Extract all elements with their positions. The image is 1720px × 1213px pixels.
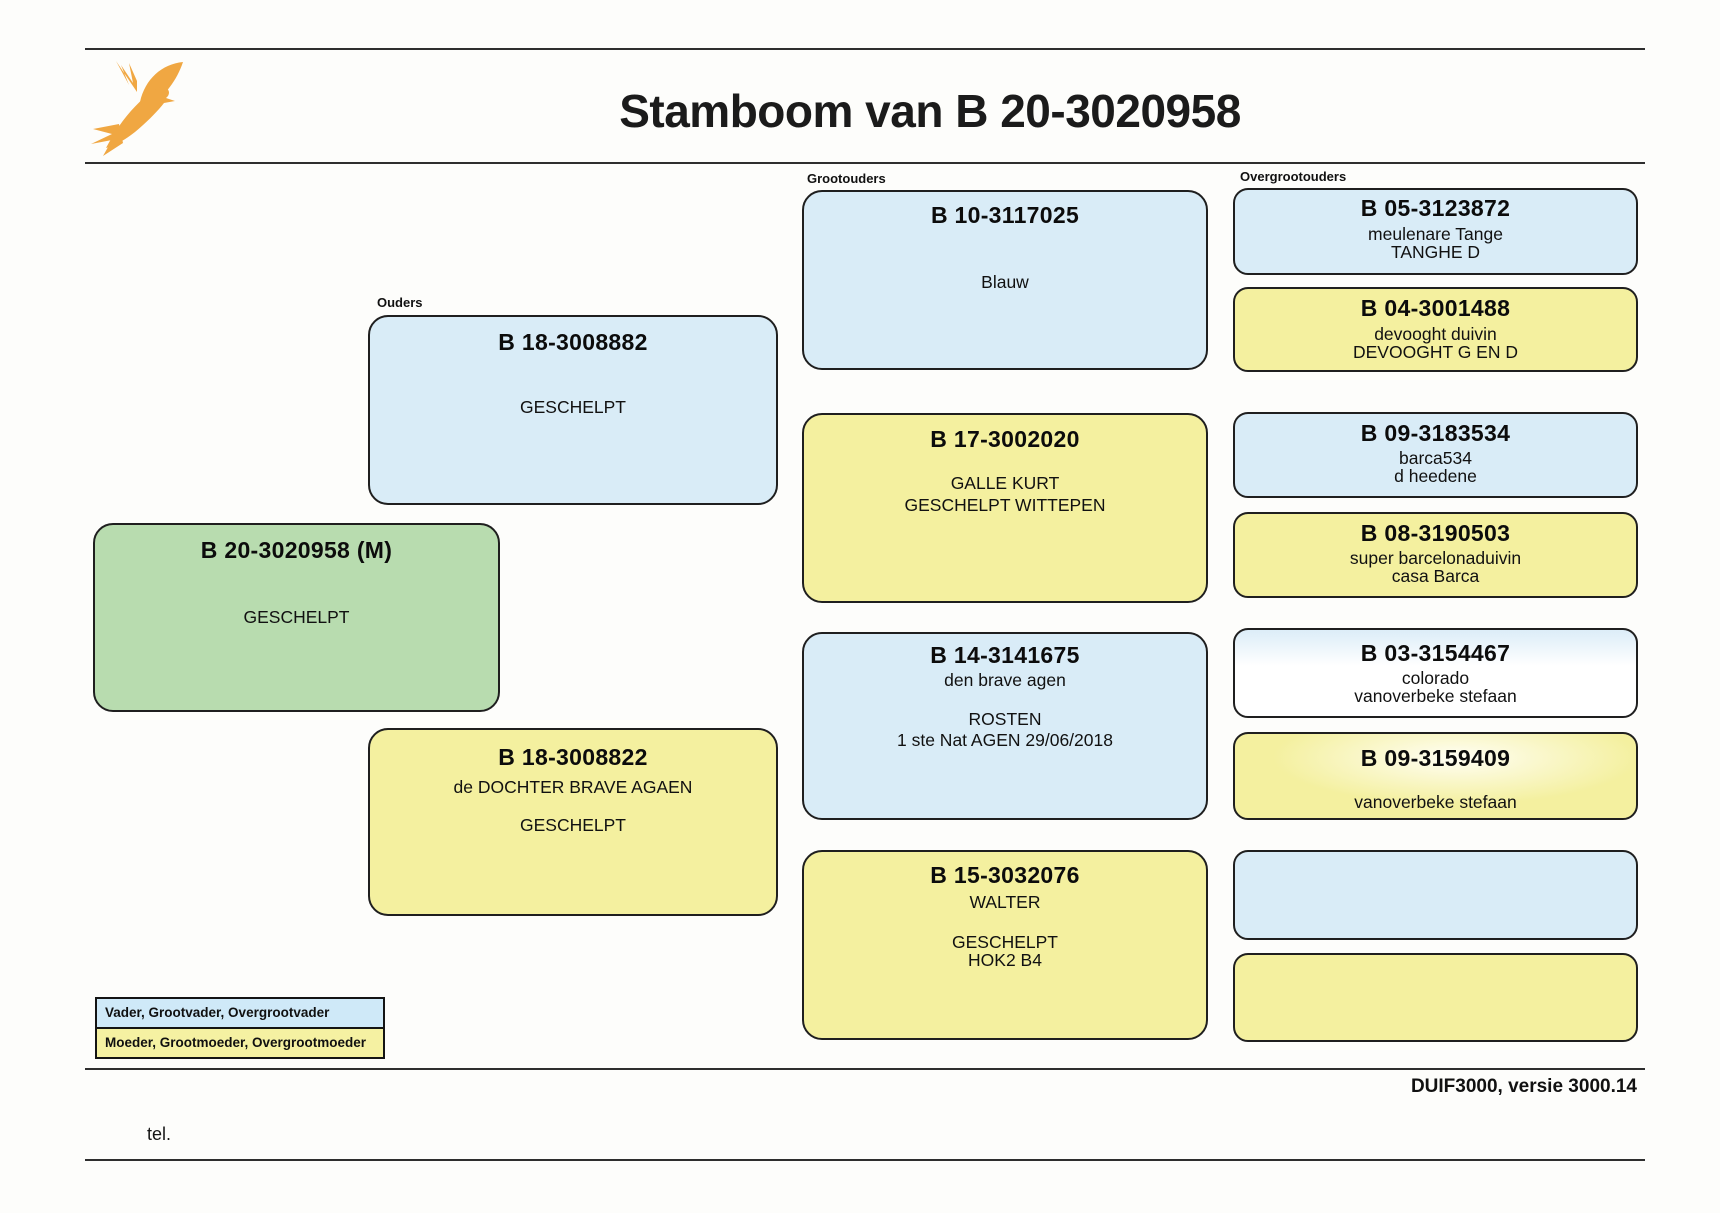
ring-number: B 03-3154467 bbox=[1360, 640, 1511, 666]
pedigree-box-grandmother-paternal bbox=[802, 413, 1208, 603]
label-parents: Ouders bbox=[377, 295, 423, 310]
ring-number: B 05-3123872 bbox=[1360, 195, 1511, 221]
breeder-name: DEVOOGHT G EN D bbox=[1353, 342, 1518, 362]
ring-number: B 18-3008882 bbox=[498, 329, 648, 355]
pigeon-description: Blauw bbox=[981, 272, 1029, 292]
pigeon-name: devooght duivin bbox=[1374, 324, 1497, 344]
pigeon-name: meulenare Tange bbox=[1368, 224, 1503, 244]
software-version: DUIF3000, versie 3000.14 bbox=[1410, 1076, 1637, 1097]
ring-number: B 15-3032076 bbox=[930, 862, 1080, 888]
breeder-name: vanoverbeke stefaan bbox=[1354, 686, 1517, 706]
pigeon-name: GALLE KURT bbox=[950, 473, 1060, 493]
breeder-name: casa Barca bbox=[1391, 566, 1480, 586]
pedigree-box-ggp4 bbox=[1233, 512, 1638, 598]
ring-number: B 09-3159409 bbox=[1360, 745, 1511, 771]
pedigree-box-ggp6 bbox=[1233, 732, 1638, 820]
breeder-name: TANGHE D bbox=[1390, 242, 1481, 262]
legend-female-row: Moeder, Grootmoeder, Overgrootmoeder bbox=[97, 1029, 383, 1057]
pigeon-description: GESCHELPT WITTEPEN bbox=[904, 495, 1106, 515]
ring-number: B 14-3141675 bbox=[930, 642, 1080, 668]
legend-male-row: Vader, Grootvader, Overgrootvader bbox=[97, 999, 383, 1029]
pedigree-box-grandmother-maternal bbox=[802, 850, 1208, 1040]
pigeon-name: WALTER bbox=[969, 892, 1041, 912]
footer-rule bbox=[85, 1068, 1645, 1070]
pigeon-name: den brave agen bbox=[944, 670, 1066, 690]
pedigree-box-father bbox=[368, 315, 778, 505]
pedigree-box-grandfather-maternal bbox=[802, 632, 1208, 820]
legend bbox=[95, 997, 385, 1059]
breeder-name: vanoverbeke stefaan bbox=[1354, 792, 1517, 812]
label-great-grandparents: Overgrootouders bbox=[1240, 169, 1347, 184]
pigeon-description: GESCHELPT bbox=[520, 815, 626, 835]
ring-number: B 18-3008822 bbox=[498, 744, 648, 770]
pigeon-loft: HOK2 B4 bbox=[968, 950, 1042, 970]
pedigree-box-ggp2 bbox=[1233, 287, 1638, 372]
pigeon-description: ROSTEN bbox=[968, 709, 1042, 729]
label-grandparents: Grootouders bbox=[807, 171, 886, 186]
pigeon-name: colorado bbox=[1401, 668, 1470, 688]
pigeon-name: super barcelonaduivin bbox=[1349, 548, 1522, 568]
ring-number: B 09-3183534 bbox=[1360, 420, 1511, 446]
pedigree-box-subject bbox=[93, 523, 500, 712]
page-title: Stamboom van B 20-3020958 bbox=[619, 85, 1241, 137]
pedigree-box-ggp5 bbox=[1233, 628, 1638, 718]
pedigree-box-mother bbox=[368, 728, 778, 916]
pigeon-name: barca534 bbox=[1399, 448, 1472, 468]
ring-number: B 08-3190503 bbox=[1360, 520, 1511, 546]
header-rule bbox=[85, 162, 1645, 164]
telephone-label: tel. bbox=[147, 1124, 172, 1144]
top-rule bbox=[85, 48, 1645, 50]
ring-number: B 20-3020958 (M) bbox=[200, 537, 393, 563]
breeder-name: d heedene bbox=[1394, 466, 1477, 486]
ring-number: B 10-3117025 bbox=[930, 202, 1080, 228]
pigeon-description: GESCHELPT bbox=[520, 397, 626, 417]
pigeon-description: GESCHELPT bbox=[243, 607, 350, 627]
pigeon-name: de DOCHTER BRAVE AGAEN bbox=[453, 777, 693, 797]
bottom-rule bbox=[85, 1159, 1645, 1161]
pigeon-achievement: 1 ste Nat AGEN 29/06/2018 bbox=[897, 730, 1113, 750]
pedigree-box-ggp8-empty bbox=[1233, 953, 1638, 1042]
pedigree-box-ggp3 bbox=[1233, 412, 1638, 498]
pedigree-box-grandfather-paternal bbox=[802, 190, 1208, 370]
pedigree-box-ggp7-empty bbox=[1233, 850, 1638, 940]
pedigree-box-ggp1 bbox=[1233, 188, 1638, 275]
dove-icon bbox=[88, 54, 198, 164]
pigeon-description: GESCHELPT bbox=[952, 932, 1058, 952]
ring-number: B 17-3002020 bbox=[930, 426, 1080, 452]
ring-number: B 04-3001488 bbox=[1360, 295, 1511, 321]
